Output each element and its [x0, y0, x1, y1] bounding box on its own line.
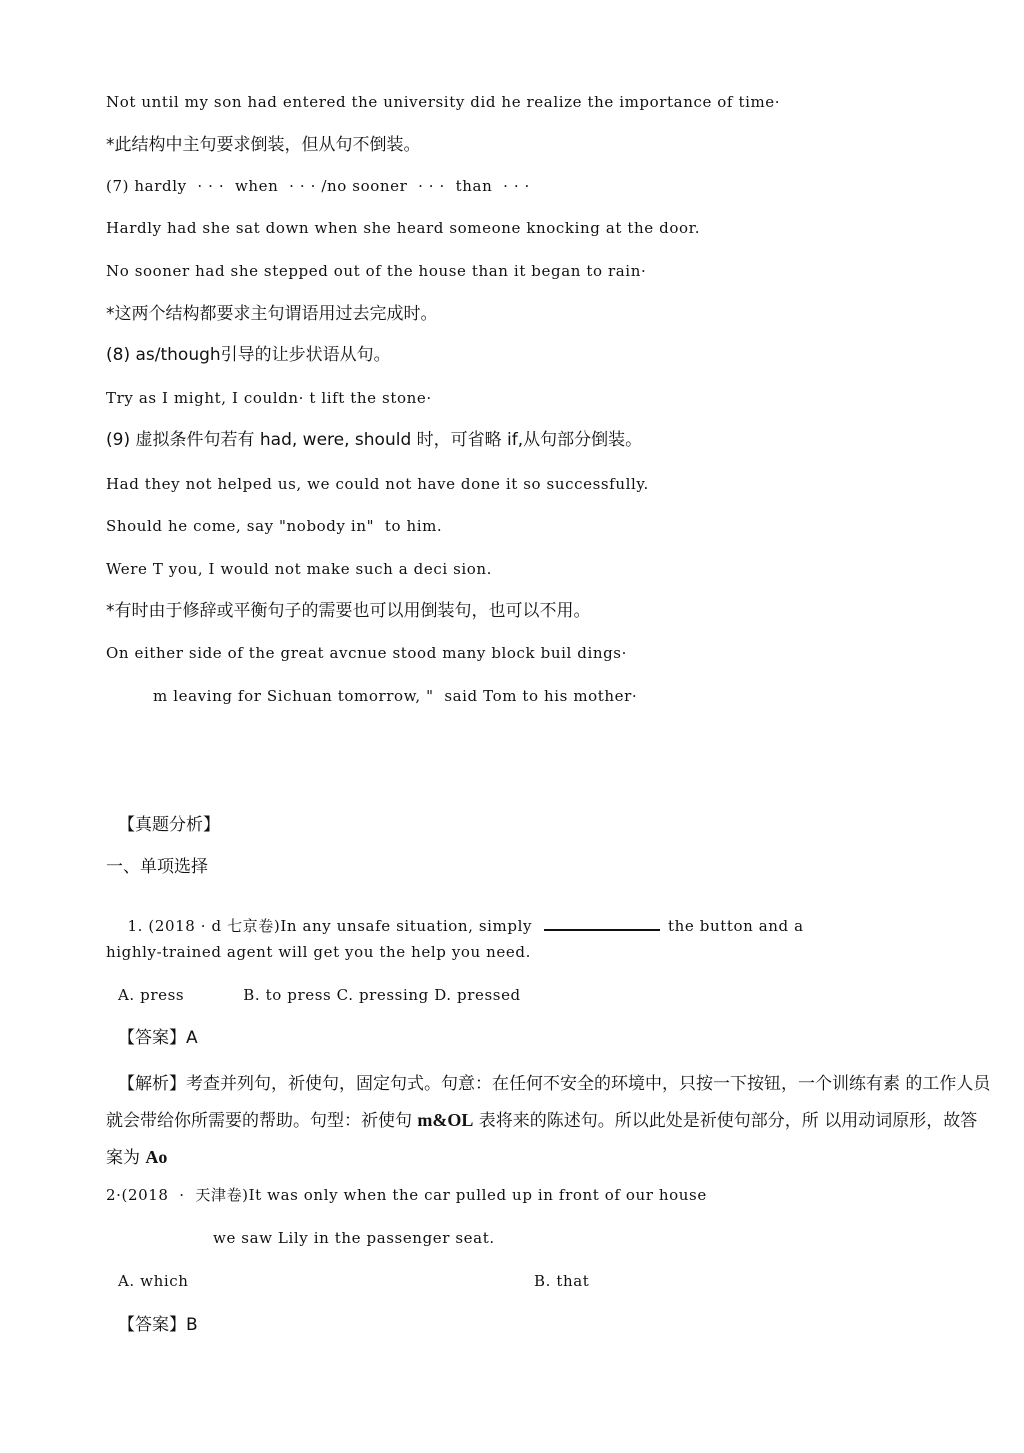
analysis-label: 【解析】: [118, 1074, 186, 1094]
text-line: m leaving for Sichuan tomorrow, " said Tom to his mother·: [153, 687, 638, 705]
text-line: *这两个结构都要求主句谓语用过去完成时。: [106, 304, 438, 324]
text-line: *此结构中主句要求倒装，但从句不倒装。: [106, 135, 421, 155]
text-line: (7) hardly · · · when · · · /no sooner · · · than · · ·: [106, 177, 530, 195]
text-line: Had they not helped us, we could not have done it so successfully.: [106, 475, 649, 493]
question-1-stem-end: the button and a: [668, 917, 804, 935]
analysis-text-continued: 表将来的陈述句。所以此处是祈使句部分，所 以用动词原形，故答案为: [106, 1111, 978, 1168]
question-2-option-b: B. that: [534, 1272, 590, 1290]
text-line: Were T you, I would not make such a deci sion.: [106, 560, 493, 578]
text-line: Hardly had she sat down when she heard someone knocking at the door.: [106, 219, 701, 237]
text-line: Should he come, say "nobody in" to him.: [106, 517, 443, 535]
answer-blank: [544, 917, 660, 931]
question-2-stem: 2·(2018 · 天津卷)It was only when the car pulled up in front of our house: [106, 1186, 707, 1204]
text-line: Not until my son had entered the university did he realize the importance of time·: [106, 93, 781, 111]
text-line: (9) 虚拟条件句若有 had, were, should 时，可省略 if,从句部分倒装。: [106, 430, 643, 450]
question-1-stem-continued: highly-trained agent will get you the help you need.: [106, 943, 531, 961]
question-1-options: A. press B. to press C. pressing D. pressed: [118, 986, 521, 1004]
question-1-answer: 【答案】A: [118, 1028, 198, 1048]
analysis-bold-term: m&OL: [417, 1110, 474, 1130]
text-line: (8) as/though引导的让步状语从句。: [106, 345, 391, 365]
analysis-text: 考查并列句，祈使句，固定句式。句意：在任何不安全的环境中，只按一下按钮，一个训练有素 的工作人员就会带给你所需要的帮助。句型：祈使句: [106, 1074, 991, 1131]
text-line: *有时由于修辞或平衡句子的需要也可以用倒装句，也可以不用。: [106, 601, 591, 621]
question-2-stem-continued: we saw Lily in the passenger seat.: [213, 1229, 495, 1247]
question-1-stem: [106, 902, 804, 949]
section-subtitle: 一、单项选择: [106, 857, 208, 877]
question-1-analysis: [106, 1066, 994, 1176]
text-line: On either side of the great avcnue stood many block buil dings·: [106, 644, 627, 662]
analysis-bold-answer: Ao: [145, 1147, 168, 1167]
question-2-answer: 【答案】B: [118, 1315, 198, 1335]
text-line: Try as I might, I couldn· t lift the stone·: [106, 389, 432, 407]
section-title: 【真题分析】: [118, 815, 220, 835]
question-2-option-a: A. which: [118, 1272, 189, 1290]
question-1-stem-start: 1. (2018 · d 七京卷)In any unsafe situation, simply: [127, 917, 533, 935]
text-line: No sooner had she stepped out of the house than it began to rain·: [106, 262, 647, 280]
